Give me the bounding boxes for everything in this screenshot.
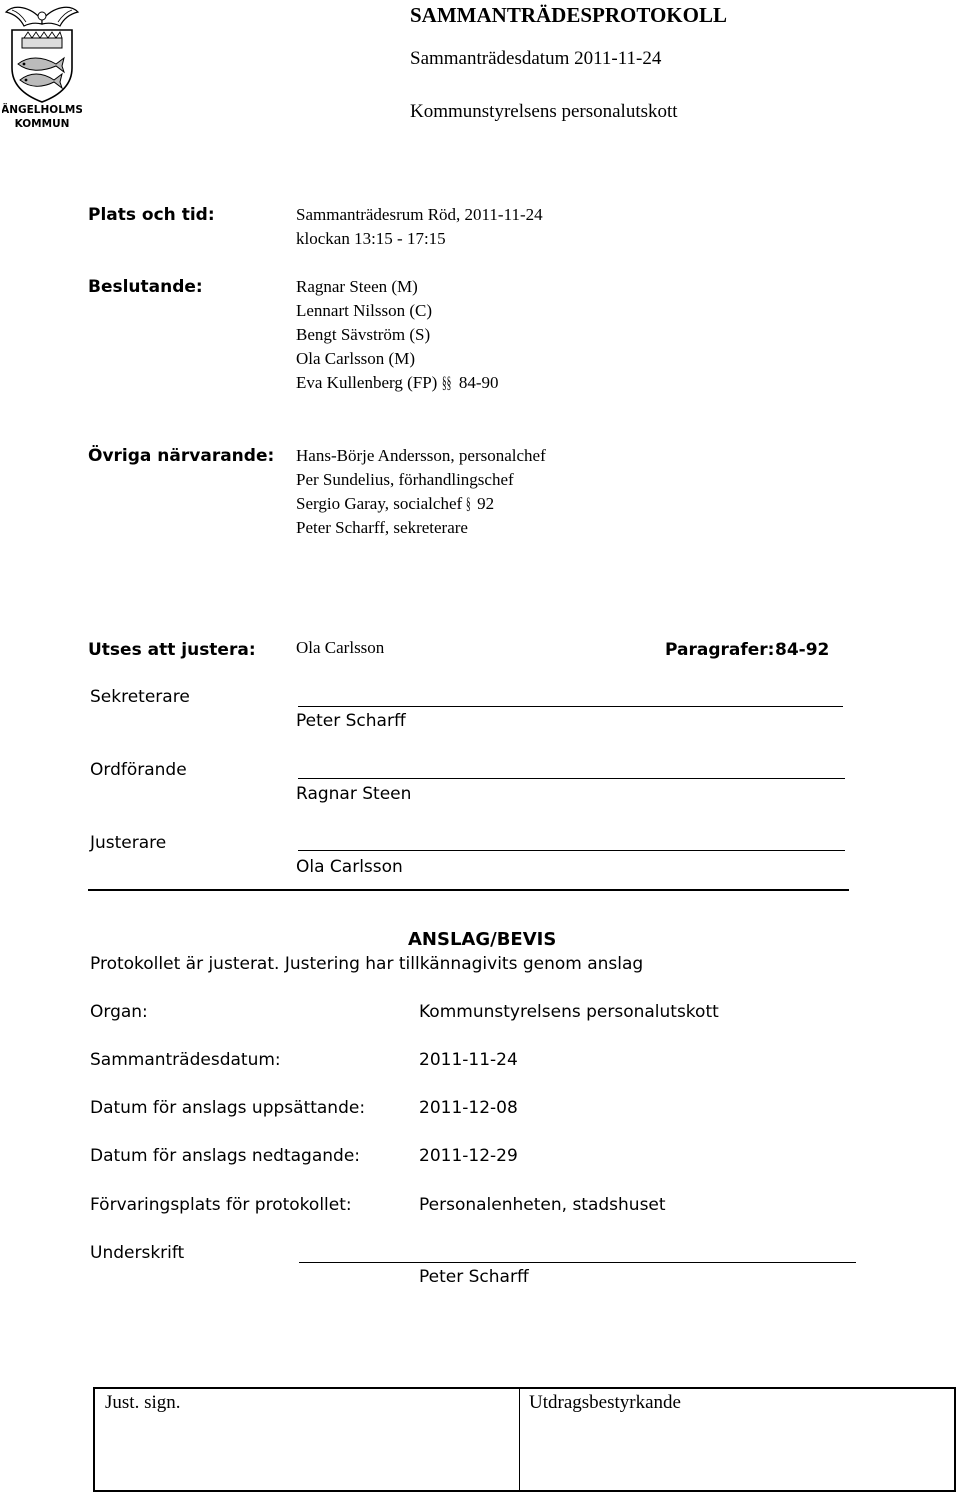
place-time-label: Plats och tid:	[88, 205, 215, 225]
other-present-person: Per Sundelius, förhandlingschef	[296, 470, 514, 489]
meeting-date-line: Sammanträdesdatum 2011-11-24	[410, 48, 662, 69]
committee-name: Kommunstyrelsens personalutskott	[410, 101, 678, 122]
decision-member-name: Eva Kullenberg (FP)	[296, 373, 438, 392]
coat-of-arms-icon	[2, 2, 82, 134]
adjuster-sign-label: Justerare	[90, 833, 167, 853]
other-present-name: Sergio Garay, socialchef	[296, 494, 463, 513]
notice-organ-label: Organ:	[90, 1002, 148, 1022]
adjuster-sign-name: Ola Carlsson	[296, 857, 403, 877]
footer-divider	[519, 1389, 520, 1490]
adjuster-name: Ola Carlsson	[296, 638, 385, 657]
other-present-person: Peter Scharff, sekreterare	[296, 518, 468, 537]
notice-meeting-date-label: Sammanträdesdatum:	[90, 1050, 281, 1070]
section-divider	[88, 889, 849, 891]
chair-signature-line	[298, 778, 845, 779]
decision-member	[296, 371, 499, 395]
notice-removed-label: Datum för anslags nedtagande:	[90, 1146, 360, 1166]
notice-meeting-date-value: 2011-11-24	[419, 1050, 518, 1070]
signature-name: Peter Scharff	[419, 1267, 529, 1287]
others-present-label: Övriga närvarande:	[88, 446, 275, 466]
notice-storage-value: Personalenheten, stadshuset	[419, 1195, 666, 1215]
decision-member: Lennart Nilsson (C)	[296, 301, 432, 320]
decision-member: Ragnar Steen (M)	[296, 277, 418, 296]
time-line: klockan 13:15 - 17:15	[296, 229, 446, 248]
decision-member: Bengt Sävström (S)	[296, 325, 431, 344]
signature-label: Underskrift	[90, 1243, 185, 1263]
footer-signature-box	[93, 1387, 956, 1492]
adjuster-label: Utses att justera:	[88, 640, 256, 660]
decision-member-paragraphs: 84-90	[458, 373, 499, 392]
place-time-value	[296, 203, 543, 251]
paragraph-sign: §	[466, 494, 472, 513]
chair-name: Ragnar Steen	[296, 784, 412, 804]
notice-removed-value: 2011-12-29	[419, 1146, 518, 1166]
just-sign-label: Just. sign.	[105, 1392, 181, 1413]
document-title: SAMMANTRÄDESPROTOKOLL	[410, 3, 727, 27]
secretary-name: Peter Scharff	[296, 711, 406, 731]
secretary-signature-line	[298, 706, 843, 707]
notice-organ-value: Kommunstyrelsens personalutskott	[419, 1002, 719, 1022]
decision-makers-list	[296, 275, 499, 395]
notice-heading: ANSLAG/BEVIS	[408, 929, 557, 950]
other-present-paragraph: 92	[477, 494, 495, 513]
other-present-person: Hans-Börje Andersson, personalchef	[296, 446, 546, 465]
notice-storage-label: Förvaringsplats för protokollet:	[90, 1195, 352, 1215]
secretary-label: Sekreterare	[90, 687, 190, 707]
paragraphs-value: 84-92	[775, 640, 830, 660]
place-line: Sammanträdesrum Röd, 2011-11-24	[296, 205, 543, 224]
chair-label: Ordförande	[90, 760, 187, 780]
adjuster-signature-line	[298, 850, 845, 851]
others-present-list	[296, 444, 546, 540]
paragraphs-label: Paragrafer:	[665, 640, 775, 660]
decision-member: Ola Carlsson (M)	[296, 349, 415, 368]
extract-certification-label: Utdragsbestyrkande	[529, 1392, 681, 1413]
logo-text-line1: ÄNGELHOLMS	[2, 104, 82, 116]
paragraph-sign: §§	[441, 373, 451, 392]
other-present-person	[296, 492, 546, 516]
notice-posted-label: Datum för anslags uppsättande:	[90, 1098, 366, 1118]
decision-makers-label: Beslutande:	[88, 277, 203, 297]
logo-text-line2: KOMMUN	[14, 118, 70, 130]
notice-signature-line	[299, 1262, 856, 1263]
notice-intro: Protokollet är justerat. Justering har tillkännagivits genom anslag	[90, 954, 644, 974]
notice-posted-value: 2011-12-08	[419, 1098, 518, 1118]
municipality-logo	[2, 2, 82, 134]
